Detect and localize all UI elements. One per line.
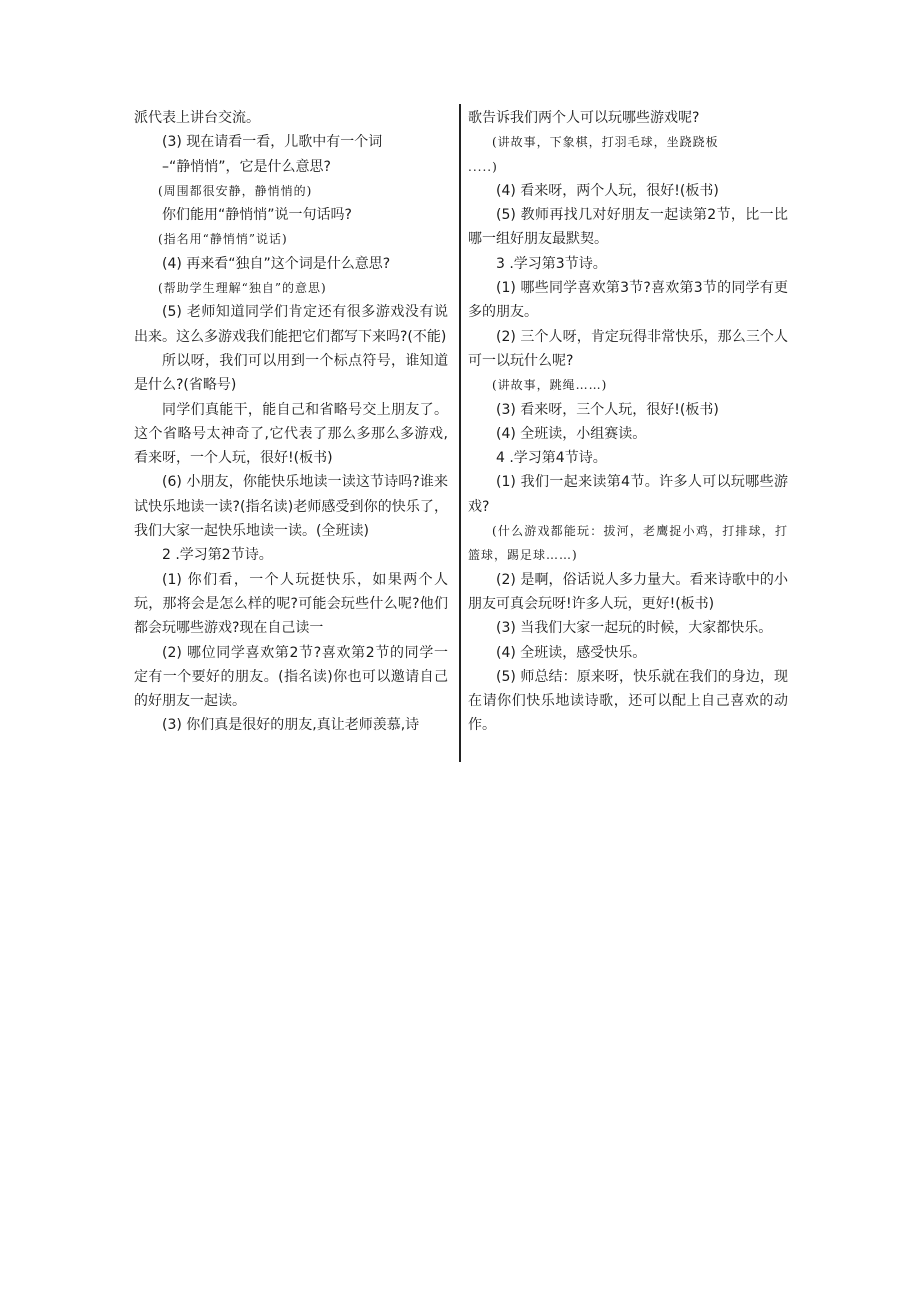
section-heading: 2 .学习第2节诗。 (162, 547, 273, 564)
paragraph: (讲故事，下象棋，打羽毛球，坐跷跷板 (492, 135, 719, 150)
paragraph: (3) 看来呀，三个人玩，很好!(板书) (496, 401, 719, 418)
paragraph: (5) 教师再找几对好朋友一起读第2节，比一比哪一组好朋友最默契。 (468, 207, 788, 248)
paragraph: (周围都很安静，静悄悄的) (158, 183, 313, 198)
paragraph: (指名用“静悄悄”说话) (158, 232, 288, 247)
paragraph: (4) 全班读，小组赛读。 (496, 425, 647, 442)
paragraph: 歌告诉我们两个人可以玩哪些游戏呢? (468, 110, 700, 126)
paragraph: (1) 你们看，一个人玩挺快乐，如果两个人玩，那将会是怎么样的呢?可能会玩些什么呢?他们都会玩哪些游戏?现在自己读一 (134, 571, 448, 637)
paragraph: (2) 是啊，俗话说人多力量大。看来诗歌中的小朋友可真会玩呀!许多人玩，更好!(板书) (468, 571, 788, 612)
paragraph: (1) 我们一起来读第4节。许多人可以玩哪些游戏? (468, 474, 788, 515)
paragraph: (5) 师总结：原来呀，快乐就在我们的身边，现在请你们快乐地读诗歌，还可以配上自己喜欢的动作。 (468, 668, 788, 734)
paragraph: (什么游戏都能玩：拔河，老鹰捉小鸡，打排球，打篮球，踢足球……) (468, 524, 788, 563)
paragraph: .....) (468, 159, 498, 174)
section-heading: 3 .学习第3节诗。 (496, 255, 607, 272)
paragraph: (1) 哪些同学喜欢第3节?喜欢第3节的同学有更多的朋友。 (468, 280, 788, 321)
paragraph: (2) 哪位同学喜欢第2节?喜欢第2节的同学一定有一个要好的朋友。(指名读)你也可以邀请自己的好朋友一起读。 (134, 644, 448, 710)
paragraph: 派代表上讲台交流。 (134, 110, 260, 126)
paragraph: (3) 现在请看一看，儿歌中有一个词 (162, 134, 383, 151)
right-column (468, 106, 788, 738)
section-heading: 4 .学习第4节诗。 (496, 450, 607, 467)
paragraph: (讲故事，跳绳……) (492, 378, 608, 393)
paragraph: (3) 你们真是很好的朋友,真让老师羡慕,诗 (162, 717, 420, 734)
paragraph: (2) 三个人呀，肯定玩得非常快乐，那么三个人可一以玩什么呢? (468, 328, 788, 369)
paragraph: (6) 小朋友，你能快乐地读一读这节诗吗?谁来试快乐地读一读?(指名读)老师感受到你的快乐了，我们大家一起快乐地读一读。(全班读) (134, 474, 448, 540)
paragraph: (帮助学生理解“独自”的意思) (158, 281, 327, 296)
paragraph: 所以呀，我们可以用到一个标点符号，谁知道是什么?(省略号) (134, 352, 448, 394)
left-column (134, 106, 448, 738)
paragraph: (3) 当我们大家一起玩的时候，大家都快乐。 (496, 620, 773, 637)
paragraph: (4) 再来看“独自”这个词是什么意思? (162, 255, 391, 272)
paragraph: –“静悄悄”，它是什么意思? (162, 158, 331, 175)
paragraph: 同学们真能干，能自己和省略号交上朋友了。这个省略号太神奇了,它代表了那么多那么多游戏,看来呀，一个人玩，很好!(板书) (134, 401, 448, 467)
paragraph: (4) 看来呀，两个人玩，很好!(板书) (496, 182, 719, 199)
paragraph: 你们能用“静悄悄”说一句话吗? (162, 207, 352, 224)
paragraph: (4) 全班读，感受快乐。 (496, 644, 647, 661)
paragraph: (5) 老师知道同学们肯定还有很多游戏没有说出来。这么多游戏我们能把它们都写下来吗?(不能) (134, 304, 448, 345)
column-divider (459, 104, 461, 762)
